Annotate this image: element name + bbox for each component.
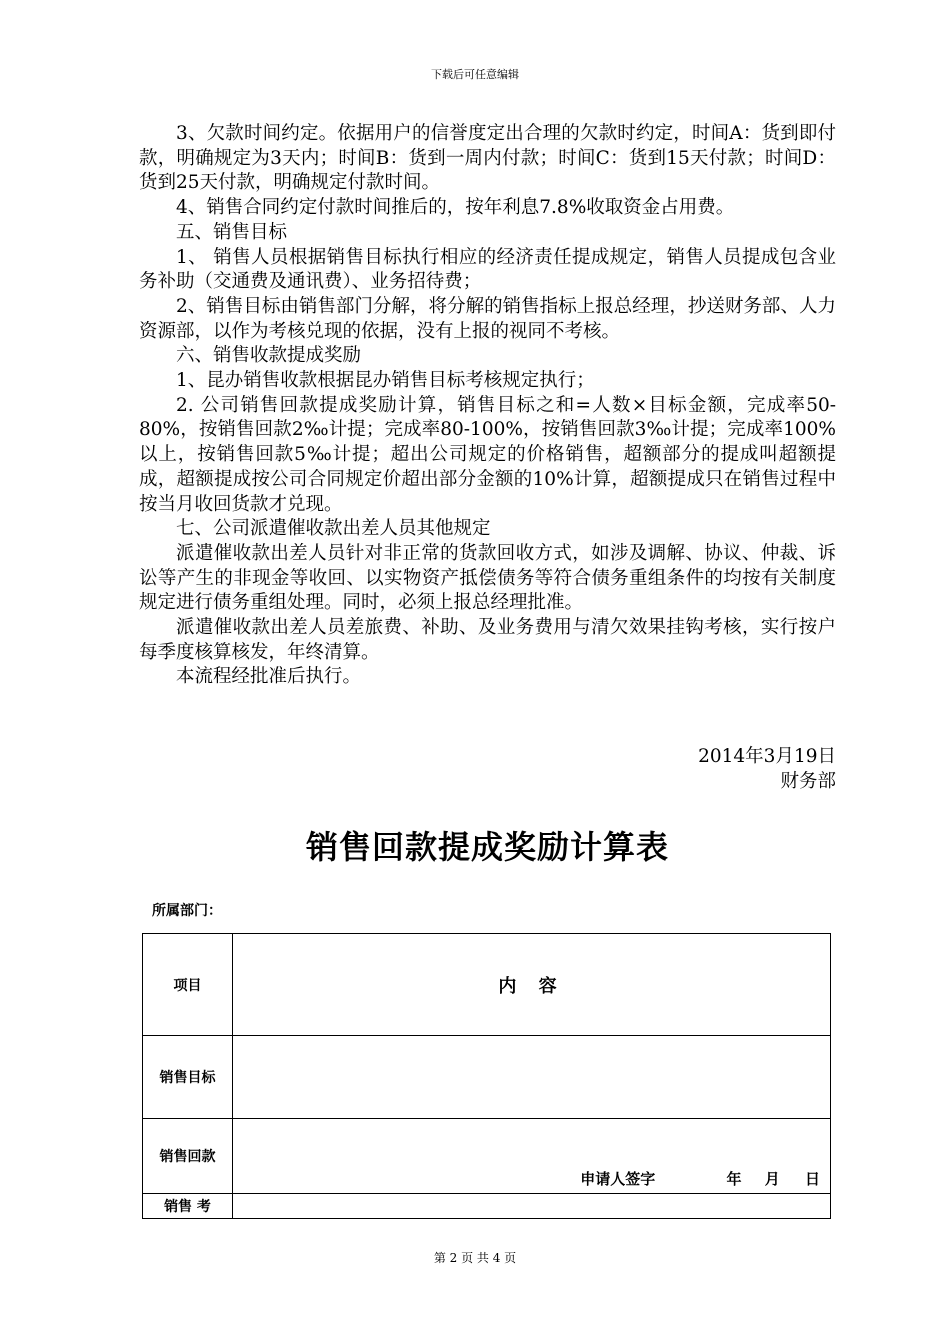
body-paragraph: 六、销售收款提成奖励 (176, 345, 362, 367)
body-paragraph: 2、销售目标由销售部门分解，将分解的销售指标上报总经理，抄送财务部、人力资源部，以作为考核兑现的依据，没有上报的视同不考核。 (139, 295, 836, 342)
table-row-assess (143, 1194, 831, 1219)
sales-assess-label: 销售 考 (143, 1194, 233, 1219)
body-paragraph: 五、销售目标 (176, 221, 288, 243)
sales-target-cell[interactable] (233, 1036, 831, 1119)
table-row-target (143, 1036, 831, 1119)
signature-day: 日 (804, 1170, 820, 1188)
content-header: 内 容 (233, 934, 831, 1036)
item-header: 项目 (143, 934, 233, 1036)
signature-line (580, 1168, 820, 1189)
sales-collection-cell[interactable] (233, 1119, 831, 1194)
sales-collection-label: 销售回款 (143, 1119, 233, 1194)
body-paragraph: 2. 公司销售回款提成奖励计算，销售目标之和=人数×目标金额，完成率50-80%，按销售回款2‰计提；完成率80-100%，按销售回款3‰计提；完成率100%以上，按销售回款5‰计提；超出公司规定的价格销售，超额部分的提成叫超额提成，超额提成按公司合同规定价超出部分金额的10%计算，超额提成只在销售过程中按当月收回货款才兑现。 (139, 394, 836, 515)
signature-month: 月 (764, 1170, 780, 1188)
signature-label: 申请人签字 (580, 1170, 656, 1188)
sales-assess-cell[interactable] (233, 1194, 831, 1219)
page-footer: 第 2 页 共 4 页 (433, 1251, 517, 1265)
body-paragraph: 本流程经批准后执行。 (176, 666, 362, 688)
table-row-collection (143, 1119, 831, 1194)
body-paragraph: 七、公司派遣催收款出差人员其他规定 (176, 518, 491, 540)
body-paragraph: 派遣催收款出差人员差旅费、补助、及业务费用与清欠效果挂钩考核，实行按户每季度核算核发，年终清算。 (139, 617, 836, 663)
signoff-date: 2014年3月19日 (698, 746, 836, 767)
commission-table (142, 933, 831, 1219)
body-paragraph: 3、欠款时间约定。依据用户的信誉度定出合理的欠款时约定，时间A：货到即付款，明确规定为3天内；时间B：货到一周内付款；时间C：货到15天付款；时间D：货到25天付款，明确规定付款时间。 (139, 123, 836, 194)
document-body (139, 122, 836, 690)
form-title: 销售回款提成奖励计算表 (305, 828, 669, 866)
sales-target-label: 销售目标 (143, 1036, 233, 1119)
signoff-block (698, 745, 836, 794)
signoff-department: 财务部 (780, 770, 836, 792)
table-row-header (143, 934, 831, 1036)
body-paragraph: 派遣催收款出差人员针对非正常的货款回收方式，如涉及调解、协议、仲裁、诉讼等产生的非现金等收回、以实物资产抵偿债务等符合债务重组条件的均按有关制度规定进行债务重组处理。同时，必须上报总经理批准。 (139, 542, 836, 614)
body-paragraph: 4、销售合同约定付款时间推后的，按年利息7.8%收取资金占用费。 (176, 197, 735, 219)
department-label: 所属部门： (152, 903, 222, 919)
body-paragraph: 1、 销售人员根据销售目标执行相应的经济责任提成规定，销售人员提成包含业务补助（交通费及通讯费）、业务招待费； (139, 246, 836, 293)
page-header: 下载后可任意编辑 (431, 68, 519, 81)
signature-year: 年 (726, 1170, 742, 1188)
body-paragraph: 1、昆办销售收款根据昆办销售目标考核规定执行； (176, 370, 595, 392)
